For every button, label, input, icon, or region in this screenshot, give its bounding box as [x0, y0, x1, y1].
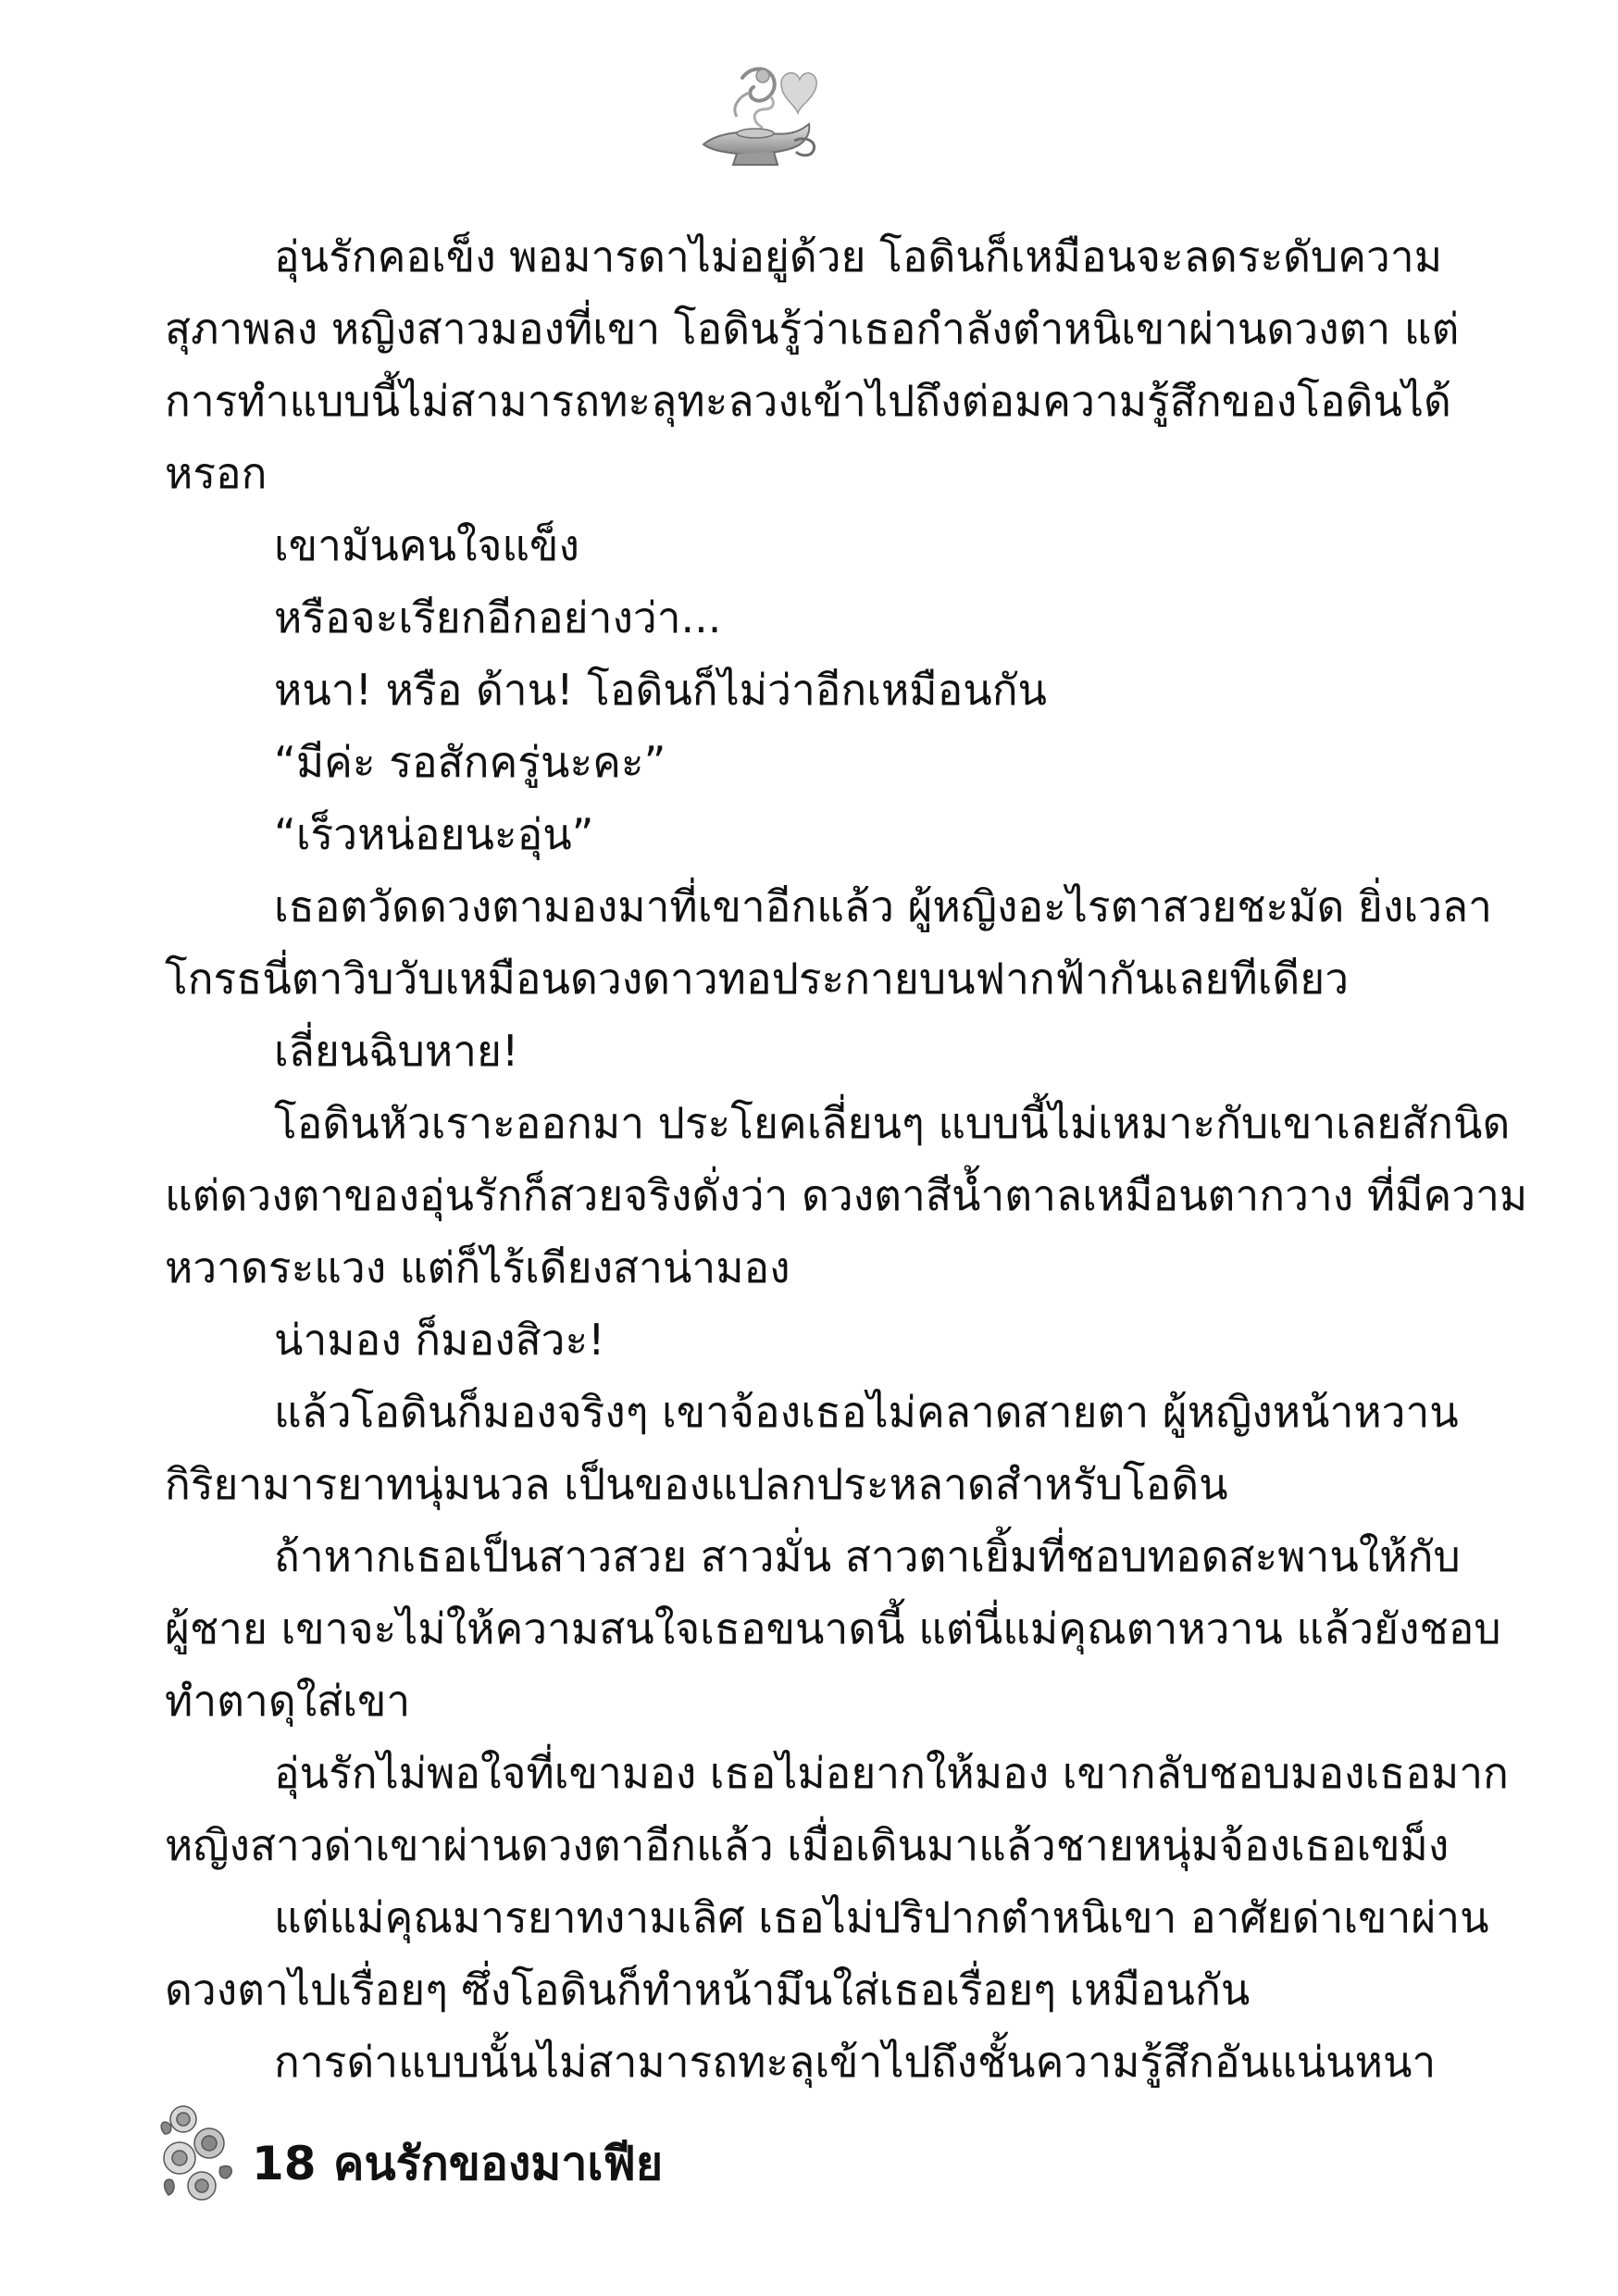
text-line: การทำแบบนี้ไม่สามารถทะลุทะลวงเข้าไปถึงต่อมความรู้สึกของโอดินได้	[165, 376, 1451, 426]
text-line: หรือจะเรียกอีกอย่างว่า...	[274, 593, 722, 643]
text-line: สุภาพลง หญิงสาวมองที่เขา โอดินรู้ว่าเธอกำลังตำหนิเขาผ่านดวงตา แต่	[165, 304, 1460, 354]
text-line: ทำตาดุใส่เขา	[165, 1676, 411, 1726]
text-line: ผู้ชาย เขาจะไม่ให้ความสนใจเธอขนาดนี้ แต่นี่แม่คุณตาหวาน แล้วยังชอบ	[165, 1603, 1501, 1653]
text-line: “มีค่ะ รอสักครู่นะคะ”	[274, 737, 666, 787]
text-line: หวาดระแวง แต่ก็ไร้เดียงสาน่ามอง	[165, 1242, 790, 1292]
text-line: โอดินหัวเราะออกมา ประโยคเลี่ยนๆ แบบนี้ไม่เหมาะกับเขาเลยสักนิด	[274, 1098, 1511, 1148]
text-line: เลี่ยนฉิบหาย!	[274, 1026, 519, 1076]
text-line: “เร็วหน่อยนะอุ่น”	[274, 809, 594, 859]
text-line: หรอก	[165, 448, 268, 498]
page-number: 18	[252, 2137, 317, 2190]
book-title: คนรักของมาเฟีย	[333, 2137, 664, 2190]
text-line: กิริยามารยาทนุ่มนวล เป็นของแปลกประหลาดสำหรับโอดิน	[165, 1459, 1228, 1509]
text-line: ถ้าหากเธอเป็นสาวสวย สาวมั่น สาวตาเยิ้มที่ชอบทอดสะพานให้กับ	[274, 1531, 1461, 1581]
text-line: อุ่นรักไม่พอใจที่เขามอง เธอไม่อยากให้มอง เขากลับชอบมองเธอมาก	[274, 1748, 1509, 1798]
text-line: อุ่นรักคอเข็ง พอมารดาไม่อยู่ด้วย โอดินก็เหมือนจะลดระดับความ	[274, 231, 1443, 281]
text-line: เธอตวัดดวงตามองมาที่เขาอีกแล้ว ผู้หญิงอะไรตาสวยชะมัด ยิ่งเวลา	[274, 881, 1492, 931]
text-line: แล้วโอดินก็มองจริงๆ เขาจ้องเธอไม่คลาดสายตา ผู้หญิงหน้าหวาน	[274, 1387, 1459, 1437]
text-line: เขามันคนใจแข็ง	[274, 520, 579, 570]
text-line: โกรธนี่ตาวิบวับเหมือนดวงดาวทอประกายบนฟากฟ้ากันเลยทีเดียว	[165, 954, 1350, 1004]
rose-bouquet-ornament-icon	[156, 2097, 239, 2217]
page-footer	[156, 2097, 896, 2217]
text-line: หญิงสาวด่าเขาผ่านดวงตาอีกแล้ว เมื่อเดินมาแล้วชายหนุ่มจ้องเธอเขม็ง	[165, 1820, 1450, 1870]
genie-lamp-ornament-icon	[685, 56, 824, 176]
text-line: การด่าแบบนั้นไม่สามารถทะลุเข้าไปถึงชั้นความรู้สึกอันแน่นหนา	[274, 2037, 1437, 2087]
body-text	[165, 220, 1528, 2098]
text-line: แต่ดวงตาของอุ่นรักก็สวยจริงดั่งว่า ดวงตาสีน้ำตาลเหมือนตากวาง ที่มีความ	[165, 1170, 1528, 1220]
text-line: หนา! หรือ ด้าน! โอดินก็ไม่ว่าอีกเหมือนกัน	[274, 665, 1047, 715]
text-line: น่ามอง ก็มองสิวะ!	[274, 1315, 605, 1365]
text-line: ดวงตาไปเรื่อยๆ ซึ่งโอดินก็ทำหน้ามึนใส่เธอเรื่อยๆ เหมือนกัน	[165, 1965, 1251, 2015]
text-line: แต่แม่คุณมารยาทงามเลิศ เธอไม่ปริปากตำหนิเขา อาศัยด่าเขาผ่าน	[274, 1892, 1489, 1942]
